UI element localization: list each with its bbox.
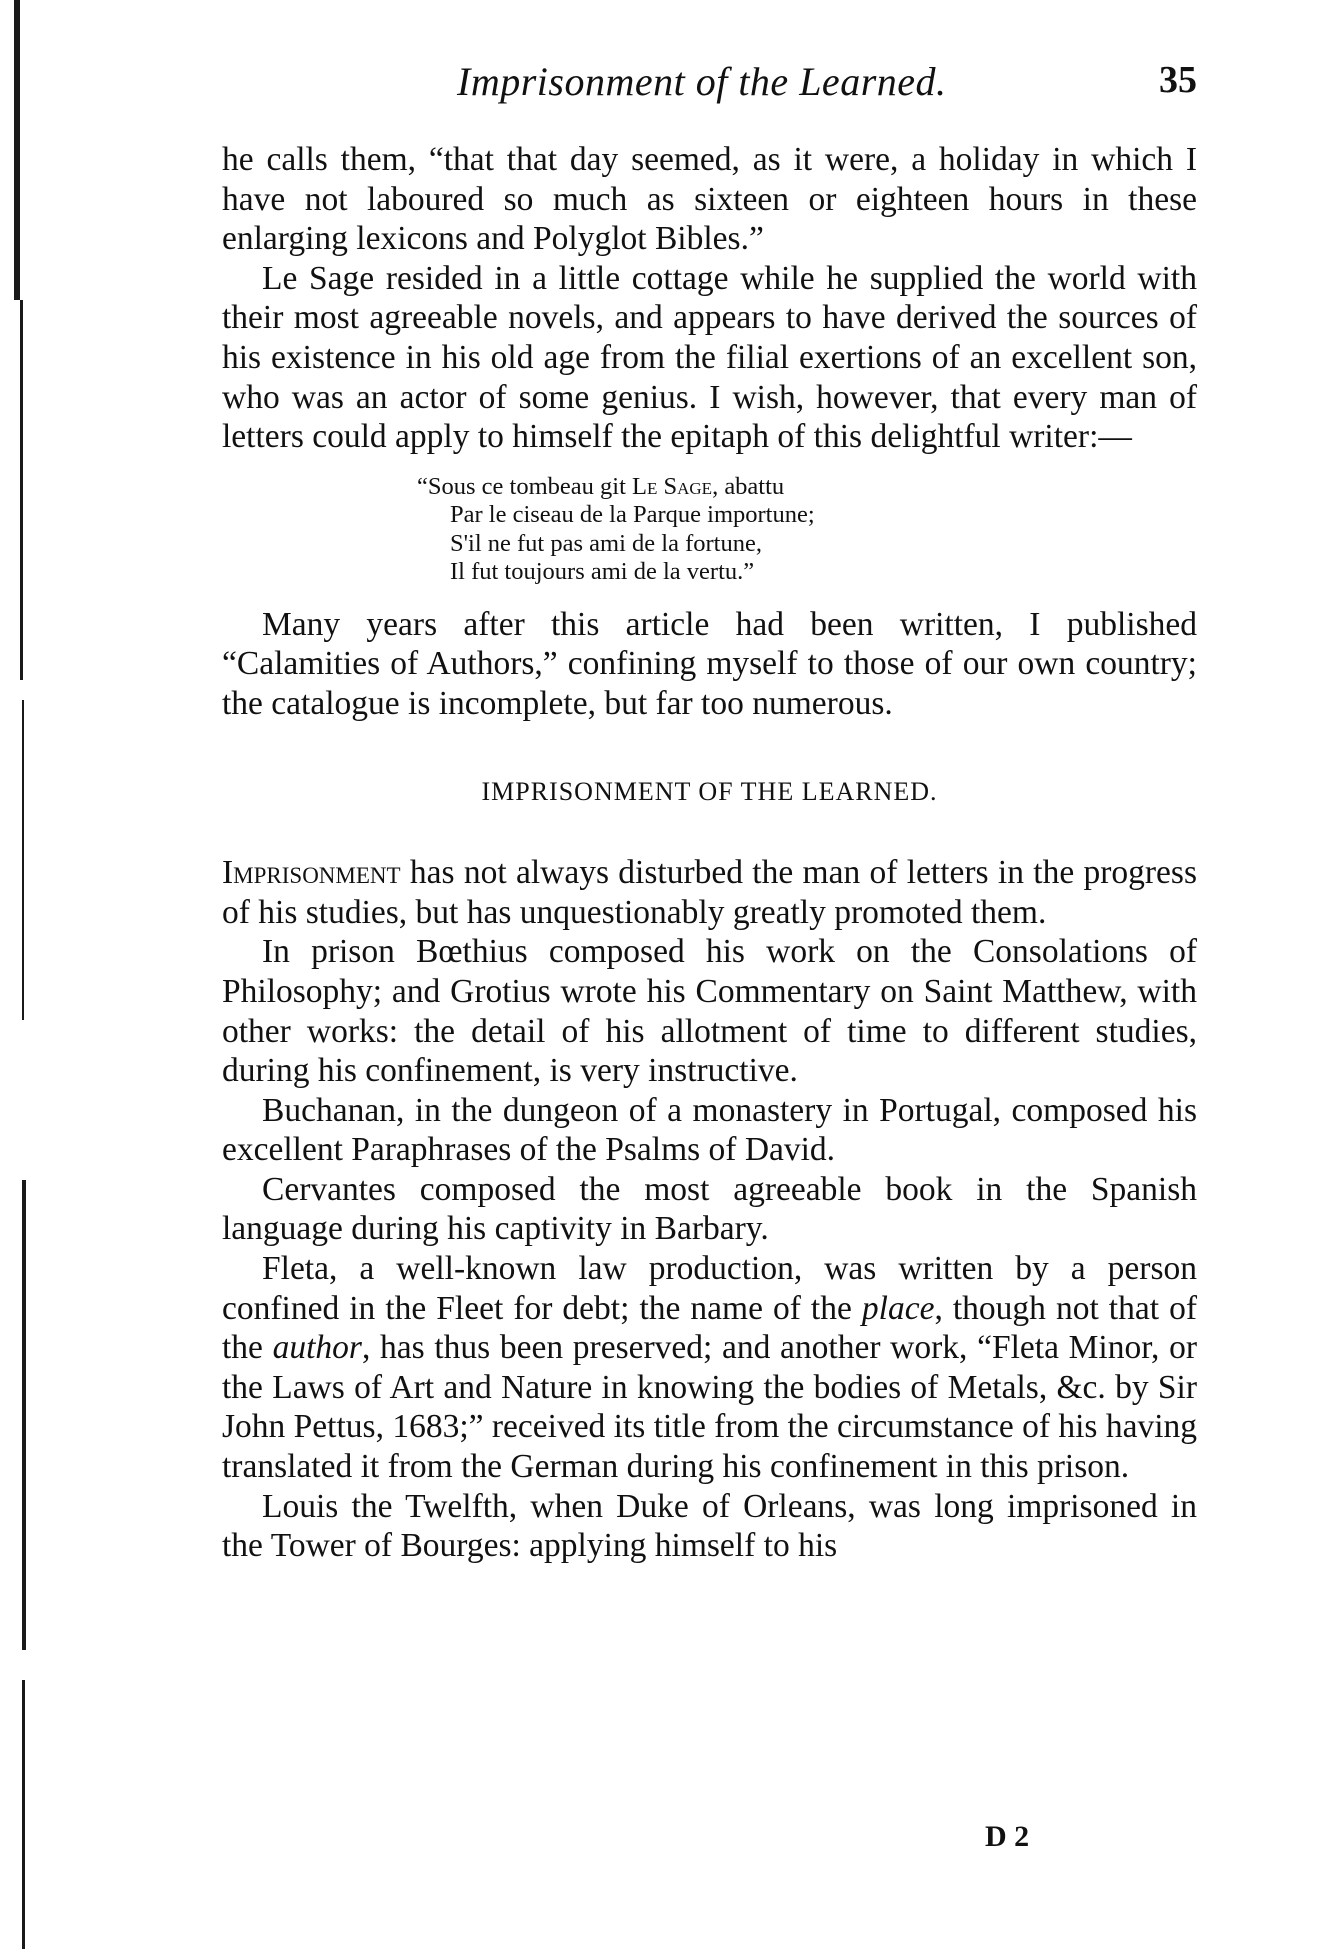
paragraph (222, 853, 1197, 932)
paragraph: he calls them, “that that day seemed, as it were, a holiday in which I have not laboured so much as sixteen or eighteen hours in these enlarging lexicons and Polyglot Bibles.” (222, 141, 1197, 258)
paragraph-text: , though not that of the (222, 1289, 1197, 1367)
paragraph: Louis the Twelfth, when Duke of Orleans, was long imprisoned in the Tower of Bourges: applying himself to his (222, 1487, 1197, 1565)
running-title: Imprisonment of the Learned. (457, 59, 947, 104)
verse-line: S'il ne fut pas ami de la fortune, (450, 529, 762, 557)
paragraph-text: , has thus been preserved; and another work, “Fleta Minor, or the Laws of Art and Nature in knowing the bodies of Metals, &c. by Sir John Pettus, 1683;” received its title from the circumstance of his having translated it from the German during his confinement in this prison. (222, 1329, 1197, 1486)
paragraph-text: has not always disturbed the man of letters in the progress of his studies, but has unquestionably greatly promoted them. (222, 854, 1197, 931)
binding-edge-line (20, 300, 23, 680)
verse-text: , abattu (712, 472, 785, 500)
binding-edge-line (22, 700, 24, 1020)
paragraph: Buchanan, in the dungeon of a monastery in Portugal, composed his excellent Paraphrases of the Psalms of David. (222, 1091, 1197, 1169)
paragraph-text: Fleta, a well-known law production, was written by a person confined in the Fleet for debt; the name of the (222, 1250, 1197, 1327)
binding-edge-line (22, 1180, 26, 1650)
paragraph: Cervantes composed the most agreeable book in the Spanish language during his captivity in Barbary. (222, 1170, 1197, 1248)
page-header (222, 58, 1197, 104)
verse-name: Le Sage (632, 472, 713, 500)
emphasis: place (861, 1289, 935, 1327)
verse-line (417, 473, 1197, 502)
page-number: 35 (1159, 59, 1197, 101)
section-heading: IMPRISONMENT OF THE LEARNED. (481, 776, 938, 806)
paragraph: In prison Bœthius composed his work on the Consolations of Philosophy; and Grotius wrote his Commentary on Saint Matthew, with other works: the detail of his allotment of time to different studies, during his confinement, is very instructive. (222, 933, 1197, 1090)
paragraph (222, 1249, 1197, 1487)
emphasis: author (272, 1329, 362, 1367)
verse-text: “Sous ce tombeau git (417, 472, 633, 500)
verse-line: Il fut toujours ami de la vertu.” (450, 558, 755, 586)
binding-edge-line (22, 1680, 25, 1949)
binding-edge-line (14, 0, 20, 300)
paragraph: Many years after this article had been written, I published “Calamities of Authors,” confining myself to those of our own country; the catalogue is incomplete, but far too numerous. (222, 605, 1197, 722)
epitaph-verse (417, 473, 1197, 587)
verse-line: Par le ciseau de la Parque importune; (450, 501, 815, 529)
paragraph: Le Sage resided in a little cottage while he supplied the world with their most agreeable novels, and appears to have derived the sources of his existence in his old age from the filial exertions of an excellent son, who was an actor of some genius. I wish, however, that every man of letters could apply to himself the epitaph of this delightful writer:— (222, 259, 1197, 456)
body-text (222, 140, 1197, 1566)
signature-mark: D 2 (985, 1820, 1030, 1853)
lead-word: Imprisonment (222, 854, 401, 892)
